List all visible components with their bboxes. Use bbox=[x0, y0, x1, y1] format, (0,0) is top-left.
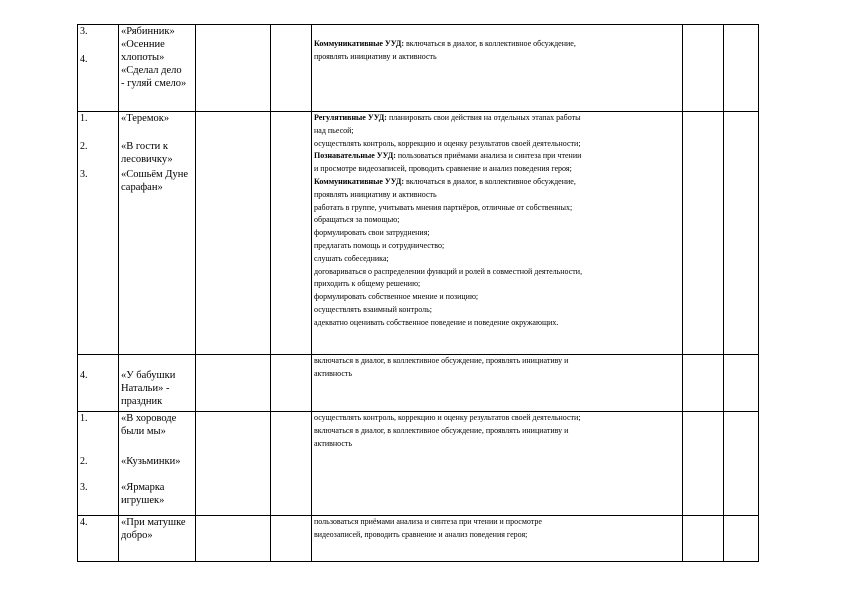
empty-cell bbox=[271, 516, 312, 562]
skills-line: формулировать свои затруднения; bbox=[314, 228, 430, 238]
skills-line: приходить к общему решению; bbox=[314, 279, 421, 289]
skills-line: и просмотре видеозаписей, проводить сравнение и анализ поведения героя; bbox=[314, 164, 572, 174]
lesson-title-cell bbox=[119, 516, 196, 562]
lesson-number: 2. bbox=[80, 141, 88, 152]
lesson-title-line: праздник bbox=[121, 396, 163, 407]
table-row bbox=[78, 516, 759, 562]
empty-cell bbox=[271, 412, 312, 516]
lesson-number-cell bbox=[78, 516, 119, 562]
skills-line: проявлять инициативу и активность bbox=[314, 189, 437, 199]
skills-line: осуществлять контроль, коррекцию и оценку результатов своей деятельности; bbox=[314, 413, 581, 422]
empty-cell bbox=[196, 355, 271, 412]
lesson-title-line: «При матушке bbox=[121, 517, 186, 528]
empty-cell bbox=[683, 412, 724, 516]
lesson-title-line: «Ярмарка bbox=[121, 482, 165, 493]
skills-line: осуществлять взаимный контроль; bbox=[314, 304, 432, 314]
empty-cell bbox=[271, 355, 312, 412]
lesson-number: 1. bbox=[80, 113, 88, 124]
empty-cell bbox=[196, 25, 271, 112]
skills-line: обращаться за помощью; bbox=[314, 215, 400, 225]
empty-cell bbox=[724, 25, 759, 112]
lesson-number-cell bbox=[78, 412, 119, 516]
skills-line: Познавательные УУД: пользоваться приёмами анализа и синтеза при чтении bbox=[314, 151, 582, 161]
lesson-title-line: «В гости к bbox=[121, 141, 169, 152]
lesson-title-line: лесовичку» bbox=[121, 154, 173, 165]
skills-cell bbox=[312, 412, 683, 516]
lesson-number: 4. bbox=[80, 54, 88, 65]
skills-line: слушать собеседника; bbox=[314, 253, 389, 263]
skills-line: предлагать помощь и сотрудничество; bbox=[314, 240, 445, 250]
lesson-title-line: «Сделал дело bbox=[121, 65, 182, 76]
lesson-title-cell bbox=[119, 25, 196, 112]
lesson-title-line: «Кузьминки» bbox=[121, 456, 181, 467]
lesson-title-cell bbox=[119, 355, 196, 412]
empty-cell bbox=[683, 112, 724, 355]
lesson-title-line: «Рябинник» bbox=[121, 26, 175, 37]
skills-line: осуществлять контроль, коррекцию и оценку результатов своей деятельности; bbox=[314, 138, 581, 148]
skills-line: адекватно оценивать собственное поведение и поведение окружающих. bbox=[314, 317, 559, 327]
lesson-title-line: «Сошьём Дуне bbox=[121, 169, 188, 180]
skills-line: включаться в диалог, в коллективное обсуждение, проявлять инициативу и bbox=[314, 356, 569, 365]
skills-line: Коммуникативные УУД: включаться в диалог, в коллективное обсуждение, bbox=[314, 176, 576, 186]
lesson-title-cell bbox=[119, 112, 196, 355]
table-row bbox=[78, 112, 759, 355]
lesson-title-line: «Осенние bbox=[121, 39, 165, 50]
empty-cell bbox=[724, 516, 759, 562]
table-row bbox=[78, 412, 759, 516]
skills-line: над пьесой; bbox=[314, 125, 354, 135]
empty-cell bbox=[196, 112, 271, 355]
lesson-title-line: «Теремок» bbox=[121, 113, 170, 124]
empty-cell bbox=[683, 25, 724, 112]
skills-line: договариваться о распределении функций и ролей в совместной деятельности, bbox=[314, 266, 583, 276]
lesson-number: 3. bbox=[80, 26, 88, 37]
lesson-number: 2. bbox=[80, 456, 88, 467]
empty-cell bbox=[271, 112, 312, 355]
skills-cell bbox=[312, 25, 683, 112]
skills-line: активность bbox=[314, 438, 353, 448]
empty-cell bbox=[724, 412, 759, 516]
empty-cell bbox=[271, 25, 312, 112]
lesson-title-line: «В хороводе bbox=[121, 413, 177, 424]
lesson-title-line: сарафан» bbox=[121, 182, 163, 193]
table-row bbox=[78, 25, 759, 112]
lesson-number: 1. bbox=[80, 413, 88, 424]
lesson-number: 4. bbox=[80, 370, 88, 381]
table-row bbox=[78, 355, 759, 412]
empty-cell bbox=[683, 516, 724, 562]
lesson-title-line: добро» bbox=[121, 530, 153, 541]
lesson-number-cell bbox=[78, 355, 119, 412]
empty-cell bbox=[683, 355, 724, 412]
skills-line: проявлять инициативу и активность bbox=[314, 51, 437, 61]
lesson-number-cell bbox=[78, 25, 119, 112]
lesson-number: 3. bbox=[80, 482, 88, 493]
lesson-title-line: были мы» bbox=[121, 426, 166, 437]
lesson-title-cell bbox=[119, 412, 196, 516]
skills-line: активность bbox=[314, 368, 353, 378]
skills-line: формулировать собственное мнение и позицию; bbox=[314, 292, 479, 302]
empty-cell bbox=[196, 412, 271, 516]
lesson-number: 4. bbox=[80, 517, 88, 528]
skills-cell bbox=[312, 112, 683, 355]
skills-line: Регулятивные УУД: планировать свои действия на отдельных этапах работы bbox=[314, 113, 581, 122]
skills-line: включаться в диалог, в коллективное обсуждение, проявлять инициативу и bbox=[314, 425, 569, 435]
skills-line: видеозаписей, проводить сравнение и анализ поведения героя; bbox=[314, 529, 528, 539]
lesson-title-line: игрушек» bbox=[121, 495, 165, 506]
lesson-number-cell bbox=[78, 112, 119, 355]
lesson-title-line: - гуляй смело» bbox=[121, 78, 187, 89]
skills-cell bbox=[312, 516, 683, 562]
lesson-title-line: хлопоты» bbox=[121, 52, 165, 63]
skills-line: работать в группе, учитывать мнения партнёров, отличные от собственных; bbox=[314, 202, 573, 212]
empty-cell bbox=[196, 516, 271, 562]
lesson-title-line: «У бабушки bbox=[121, 370, 176, 381]
lesson-title-line: Натальи» - bbox=[121, 383, 170, 394]
skills-line: Коммуникативные УУД: включаться в диалог, в коллективное обсуждение, bbox=[314, 39, 576, 48]
empty-cell bbox=[724, 355, 759, 412]
lesson-number: 3. bbox=[80, 169, 88, 180]
empty-cell bbox=[724, 112, 759, 355]
skills-line: пользоваться приёмами анализа и синтеза при чтении и просмотре bbox=[314, 517, 542, 526]
lesson-plan-table bbox=[77, 24, 759, 562]
skills-cell bbox=[312, 355, 683, 412]
